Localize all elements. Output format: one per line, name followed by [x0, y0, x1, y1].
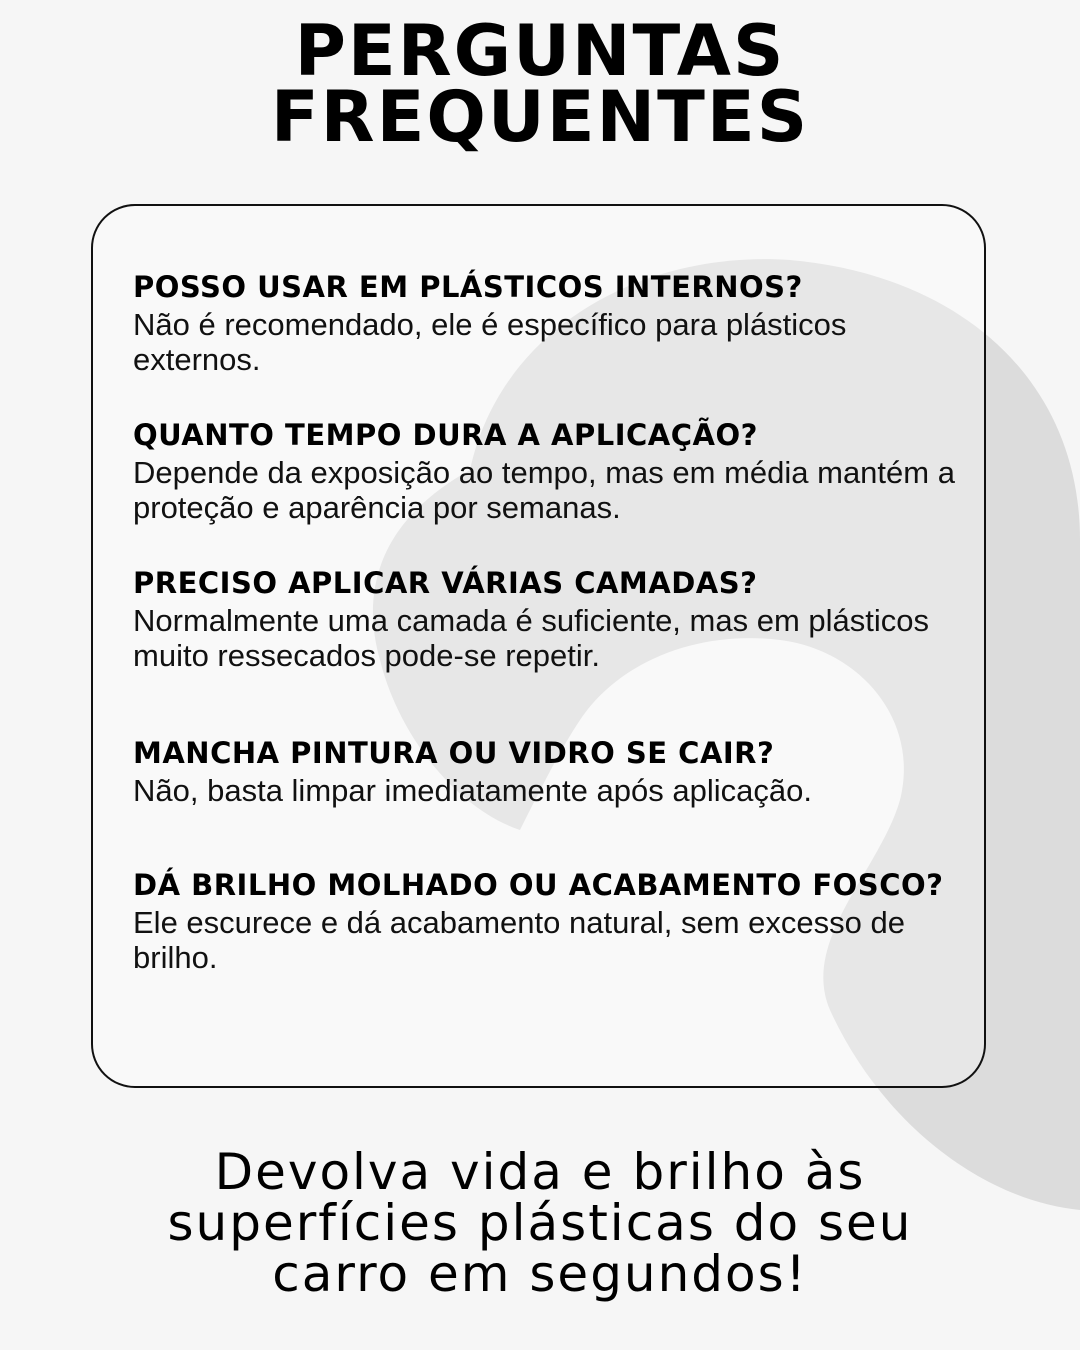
- faq-question: MANCHA PINTURA OU VIDRO SE CAIR?: [133, 736, 775, 770]
- faq-card: [91, 204, 986, 1088]
- faq-item: [133, 420, 963, 525]
- faq-answer: Não é recomendado, ele é específico para plásticos externos.: [133, 307, 847, 377]
- faq-answer: Normalmente uma camada é suficiente, mas em plásticos muito ressecados pode-se repetir.: [133, 603, 929, 673]
- faq-answer: Não, basta limpar imediatamente após aplicação.: [133, 773, 812, 808]
- faq-question: PRECISO APLICAR VÁRIAS CAMADAS?: [133, 566, 758, 600]
- faq-question: DÁ BRILHO MOLHADO OU ACABAMENTO FOSCO?: [133, 868, 944, 902]
- faq-answer: Depende da exposição ao tempo, mas em média mantém a proteção e aparência por semanas.: [133, 455, 955, 525]
- faq-answer: Ele escurece e dá acabamento natural, sem excesso de brilho.: [133, 905, 906, 975]
- page-title: [0, 10, 1080, 158]
- faq-item: [133, 738, 963, 808]
- faq-item: [133, 870, 963, 975]
- faq-item: [133, 272, 963, 377]
- page-title-line-1: PERGUNTAS: [294, 10, 786, 92]
- faq-question: QUANTO TEMPO DURA A APLICAÇÃO?: [133, 418, 758, 452]
- tagline: Devolva vida e brilho às superfícies plásticas do seu carro em segundos!: [167, 1143, 913, 1303]
- page-title-line-2: FREQUENTES: [270, 76, 810, 158]
- faq-item: [133, 568, 963, 673]
- faq-question: POSSO USAR EM PLÁSTICOS INTERNOS?: [133, 270, 803, 304]
